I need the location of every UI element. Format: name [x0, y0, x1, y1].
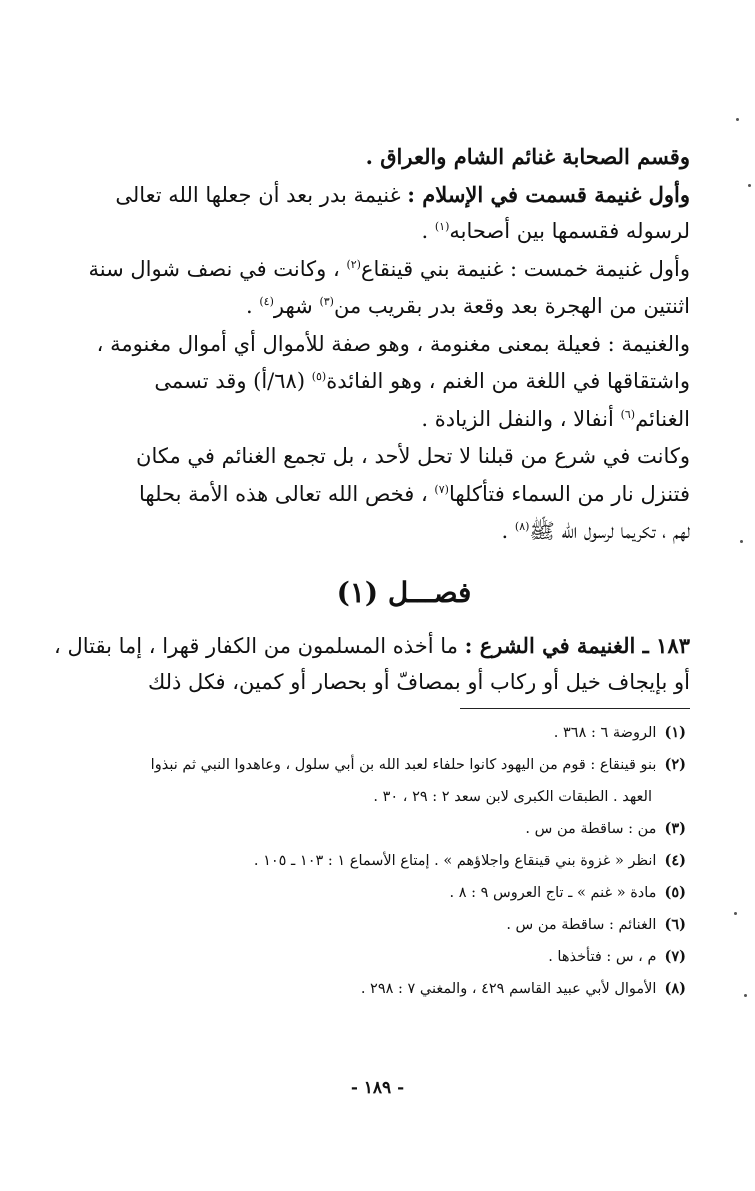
footnote-ref[interactable]: (٥) [311, 370, 327, 383]
text-line: لهم ، تكريما لرسول الله ﷺ$^{(٨)}$ . [501, 519, 690, 543]
footnote: (١)الروضة ٦ : ٣٦٨ . [553, 723, 686, 741]
text-line: والغنيمة : فعيلة بمعنى مغنومة ، وهو صفة للأموال أي أموال مغنومة ، [96, 331, 690, 356]
footnote: (٢)بنو قينقاع : قوم من اليهود كانوا حلفاء لعبد الله بن أبي سلول ، وعاهدوا النبي ثم نبذوا [150, 755, 686, 773]
footnote: (٧)م ، س : فتأخذها . [548, 947, 686, 965]
footnote-ref[interactable]: (٢) [346, 257, 361, 271]
text-line: فتنزل نار من السماء فتأكلها$^{(٧)}$ ، فخص الله تعالى هذه الأمة بحلها [139, 481, 690, 506]
footnote: (٤)انظر « غزوة بني قينقاع واجلاؤهم » . إمتاع الأسماع ١ : ١٠٣ ـ ١٠٥ . [253, 851, 686, 869]
scan-speck [740, 540, 743, 543]
footnote-ref[interactable]: (٤) [259, 295, 274, 308]
scan-speck [736, 118, 739, 121]
text-line: وكانت في شرع من قبلنا لا تحل لأحد ، بل تجمع الغنائم في مكان [136, 444, 690, 468]
text-line: وأول غنيمة قسمت في الإسلام : غنيمة بدر بعد أن جعلها الله تعالى [115, 181, 690, 207]
section-heading: فصـــل (١) [336, 575, 472, 609]
text-line: وأول غنيمة خمست : غنيمة بني قينقاع$^{(٢)}$ ، وكانت في نصف شوال سنة [88, 256, 690, 281]
text-line: الغنائم$^{(٦)}$ أنفالا ، والنفل الزيادة . [421, 406, 690, 431]
scan-speck [734, 912, 737, 915]
footnote: (٦)الغنائم : ساقطة من س . [506, 915, 686, 933]
section-text [54, 627, 690, 702]
text-line: ١٨٣ ـ الغنيمة في الشرع : ما أخذه المسلمون من الكفار قهرا ، إما بقتال ، [54, 632, 690, 658]
page-body [54, 138, 690, 1005]
scan-speck [748, 184, 751, 187]
main-text [88, 138, 690, 551]
page-number: - ١٨٩ - [350, 1078, 405, 1098]
text-line: لرسوله فقسمها بين أصحابه$^{(١)}$ . [421, 219, 690, 243]
text-line: وقسم الصحابة غنائم الشام والعراق . [365, 144, 690, 169]
footnote: (٥)مادة « غنم » ـ تاج العروس ٩ : ٨ . [449, 883, 686, 901]
footnote: (٨)الأموال لأبي عبيد القاسم ٤٢٩ ، والمغني ٧ : ٢٩٨ . [360, 979, 686, 997]
footnote-ref[interactable]: (١) [434, 220, 450, 233]
footnote-ref[interactable]: (٨) [514, 520, 530, 533]
footnote-continuation: العهد . الطبقات الكبرى لابن سعد ٢ : ٢٩ ، ٣٠ . [373, 788, 652, 805]
footnote-ref[interactable]: (٦) [620, 407, 636, 421]
footnote-divider [460, 708, 690, 709]
scan-speck [744, 994, 747, 997]
text-line: أو بإيجاف خيل أو ركاب أو بمصافّ أو بحصار أو كمين، فكل ذلك [147, 670, 690, 694]
footnote-ref[interactable]: (٧) [434, 482, 449, 496]
footnotes [118, 717, 690, 1005]
footnote: (٣)من : ساقطة من س . [525, 819, 686, 837]
footnote-ref[interactable]: (٣) [319, 295, 334, 308]
text-line: واشتقاقها في اللغة من الغنم ، وهو الفائدة$^{(٥)}$ (٦٨/أ) وقد تسمى [154, 369, 690, 393]
text-line: اثنتين من الهجرة بعد وقعة بدر بقريب من$^{(٣)}$ شهر$^{(٤)}$ . [246, 294, 690, 318]
